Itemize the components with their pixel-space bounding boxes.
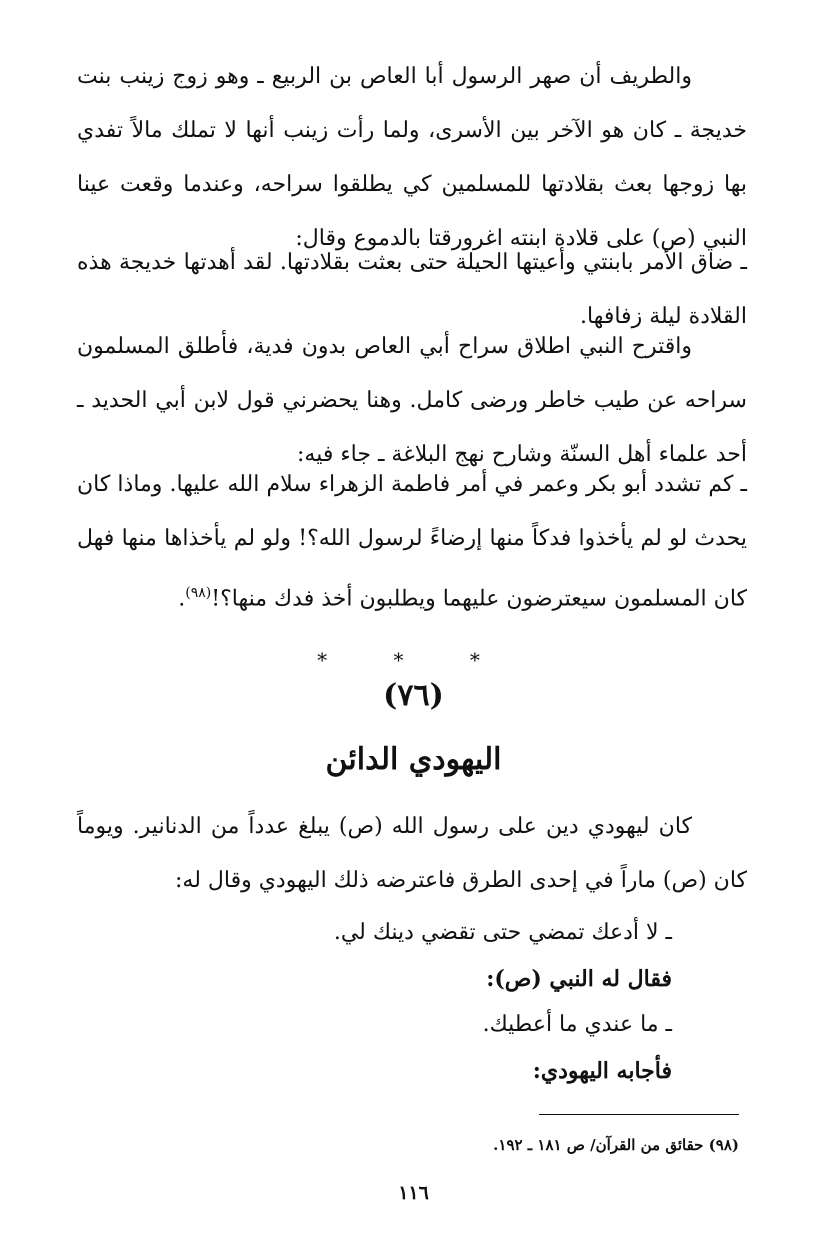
footnote-reference: (٩٨) — [185, 585, 212, 601]
paragraph-abul-aas: والطريف أن صهر الرسول أبا العاص بن الربيع ـ وهو زوج زينب بنت خديجة ـ كان هو الآخر بين الأسرى، ولما رأت زينب أنها لا تملك مالاً تفدي بها زوجها بعث بقلادتها للمسلمين كي يطلقوا سراحه، وعندما وقعت عينا النبي (ص) على قلادة ابنته اغرورقتا بالدموع وقال: — [77, 64, 747, 251]
section-separator: * * * — [317, 648, 510, 672]
page-number: ١١٦ — [398, 1182, 429, 1204]
paragraph-ibn-abi-hadid-quote — [77, 458, 747, 626]
dialog-line-3: ـ ما عندي ما أعطيك. — [482, 1012, 672, 1037]
footnote: (٩٨) حقائق من القرآن/ ص ١٨١ ـ ١٩٢. — [493, 1136, 739, 1154]
dialog-line-4: فأجابه اليهودي: — [532, 1058, 672, 1084]
paragraph-prophet-quote: ـ ضاق الأمر بابنتي وأعيتها الحيلة حتى بعثت بقلادتها. لقد أهدتها خديجة هذه القلادة ليلة زفافها. — [77, 250, 747, 329]
dialog-line-2: فقال له النبي (ص): — [486, 966, 672, 992]
paragraph-text: ـ كم تشدد أبو بكر وعمر في أمر فاطمة الزهراء سلام الله عليها. وماذا كان يحدث لو لم يأخذوا فدكاً منها إرضاءً لرسول الله؟! ولو لم يأخذاها منها فهل كان المسلمون سيعترضون عليهما ويطلبون أخذ فدك منها؟! — [77, 472, 747, 612]
chapter-number: (٧٦) — [383, 678, 444, 713]
paragraph-release: واقترح النبي اطلاق سراح أبي العاص بدون فدية، فأطلق المسلمون سراحه عن طيب خاطر ورضى كامل. وهنا يحضرني قول لابن أبي الحديد ـ أحد علماء أهل السنّة وشارح نهج البلاغة ـ جاء فيه: — [77, 334, 747, 467]
chapter-title: اليهودي الدائن — [325, 742, 502, 777]
paragraph-jewish-creditor: كان ليهودي دين على رسول الله (ص) يبلغ عدداً من الدنانير. ويوماً كان (ص) ماراً في إحدى الطرق فاعترضه ذلك اليهودي وقال له: — [77, 814, 747, 893]
footnote-divider — [539, 1114, 739, 1115]
dialog-line-1: ـ لا أدعك تمضي حتى تقضي دينك لي. — [333, 920, 672, 945]
sentence-end: . — [178, 586, 186, 612]
